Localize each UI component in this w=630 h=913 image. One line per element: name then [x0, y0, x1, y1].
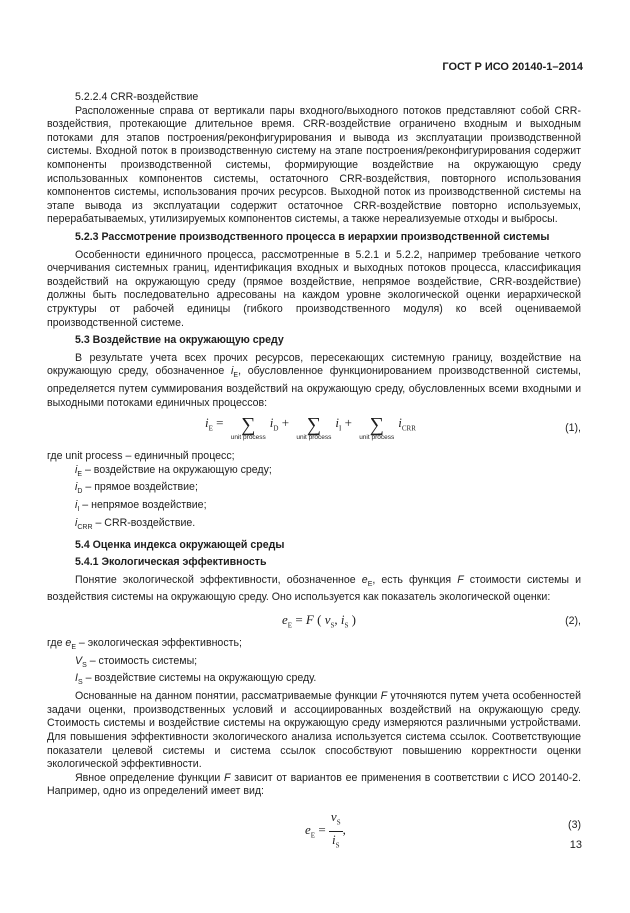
- definition-item: $i_I$ – непрямое воздействие;: [75, 499, 207, 514]
- sum-symbol: ∑ unit process: [359, 414, 395, 442]
- equation-2-body: $e_E = F$ ( $v_S$, $i_S$ ): [282, 612, 357, 630]
- equation-1: [47, 416, 581, 446]
- equation-3-body: $e_E$ = $\frac{v_S}{i_S}$ ,: [305, 809, 346, 853]
- equation-1-body: $i_E$ = ∑ unit process $i_D$ + ∑ unit process $i_I$ + ∑ unit process $i_{CRR}$: [205, 414, 416, 442]
- section-523-paragraph: Особенности единичного процесса, рассмотренные в 5.2.1 и 5.2.2, например требование четкого очерчивания системных границ, идентификация входных и выходных потоков процесса, классификация воздействий на окружающую среду (прямое воздействие, непрямое воздействие, CRR-воздействие) должны быть последовательно адресованы на каждом уровне экологической оценки иерархической структуры от рабочей единицы (гибкого производственного модуля) ко всей оцениваемой производственной системе.: [47, 248, 581, 329]
- section-53-title: 5.3 Воздействие на окружающую среду: [75, 334, 284, 347]
- document-body: [47, 91, 581, 857]
- equation-3-number: (3): [568, 818, 581, 831]
- definition-item: $V_S$ – стоимость системы;: [75, 654, 198, 669]
- section-54-title: 5.4 Оценка индекса окружающей среды: [75, 538, 285, 551]
- equation-1-number: (1),: [565, 422, 581, 435]
- equation-2: [47, 611, 581, 633]
- section-541-title: 5.4.1 Экологическая эффективность: [75, 556, 267, 569]
- standard-header: ГОСТ Р ИСО 20140-1–2014: [442, 61, 583, 73]
- section-5224-paragraph: Расположенные справа от вертикали пары входного/выходного потоков представляют собой CRR-воздействия, протекающие длительное время. CRR-воздействие ограничено входным и выходным потоками для этапов построения/реконфигурирования и вывода из эксплуатации производственной системы. Входной поток в производственную систему на этапе построения/реконфигурирования содержит компоненты производственной системы, формирующие воздействие на окружающую среду использованных компонентов системы, остаточного CRR-воздействия, повторного использования компонентов системы, использования прочих ресурсов. Выходной поток из производственной системы на этапе вывода из эксплуатации содержит остаточное CRR-воздействие повторно используемых, перерабатываемых, утилизируемых компонентов системы, а также нереализуемые отходы и выбросы.: [47, 104, 581, 226]
- section-541-paragraph-2: Основанные на данном понятии, рассматриваемые функции F уточняются путем учета особенностей задачи оценки, производственных условий и ассоциированных воздействий на окружающую среду. Стоимость системы и воздействие системы на окружающую среду измеряются различными устройствами. Для повышения эффективности экологического анализа используется система ссылок. Соответствующие показатели целевой системы и система ссылок способствуют повышению корректности оценки экологической эффективности.: [47, 690, 581, 771]
- fraction: $\frac{v_S}{i_S}$: [330, 808, 341, 850]
- section-541-paragraph-3: Явное определение функции F зависит от вариантов ее применения в соответствии с ИСО 20140-2. Например, одно из определений имеет вид:: [47, 771, 581, 798]
- equation-2-number: (2),: [565, 615, 581, 628]
- section-541-paragraph-1: Понятие экологической эффективности, обозначенное $e_E$, есть функция F стоимости системы и воздействия системы на окружающую среду. Оно используется как показатель экологической оценки:: [47, 573, 581, 604]
- section-53-paragraph: В результате учета всех прочих ресурсов, пересекающих системную границу, воздействие на окружающую среду, обозначенное $i_E$, обусловленное функционированием производственной системы, определяется путем суммирования воздействий на окружающую среду, обусловленных всеми входными и выходными потоками единичных процессов:: [47, 351, 581, 409]
- definition-item: где $e_E$ – экологическая эффективность;: [47, 637, 242, 652]
- definition-item: $i_{CRR}$ – CRR-воздействие.: [75, 516, 196, 531]
- section-5224-title: 5.2.2.4 CRR-воздействие: [75, 91, 199, 103]
- section-523-title: 5.2.3 Рассмотрение производственного процесса в иерархии производственной системы: [75, 230, 550, 243]
- where-clause: где unit process – единичный процесс;: [47, 450, 235, 463]
- definition-item: $i_D$ – прямое воздействие;: [75, 481, 198, 496]
- definition-item: $i_E$ – воздействие на окружающую среду;: [75, 463, 272, 478]
- sum-symbol: ∑ unit process: [296, 414, 332, 442]
- sum-symbol: ∑ unit process: [230, 414, 266, 442]
- definition-item: $I_S$ – воздействие системы на окружающую среду.: [75, 672, 317, 687]
- equation-3: [47, 807, 581, 853]
- page-number: 13: [569, 839, 582, 851]
